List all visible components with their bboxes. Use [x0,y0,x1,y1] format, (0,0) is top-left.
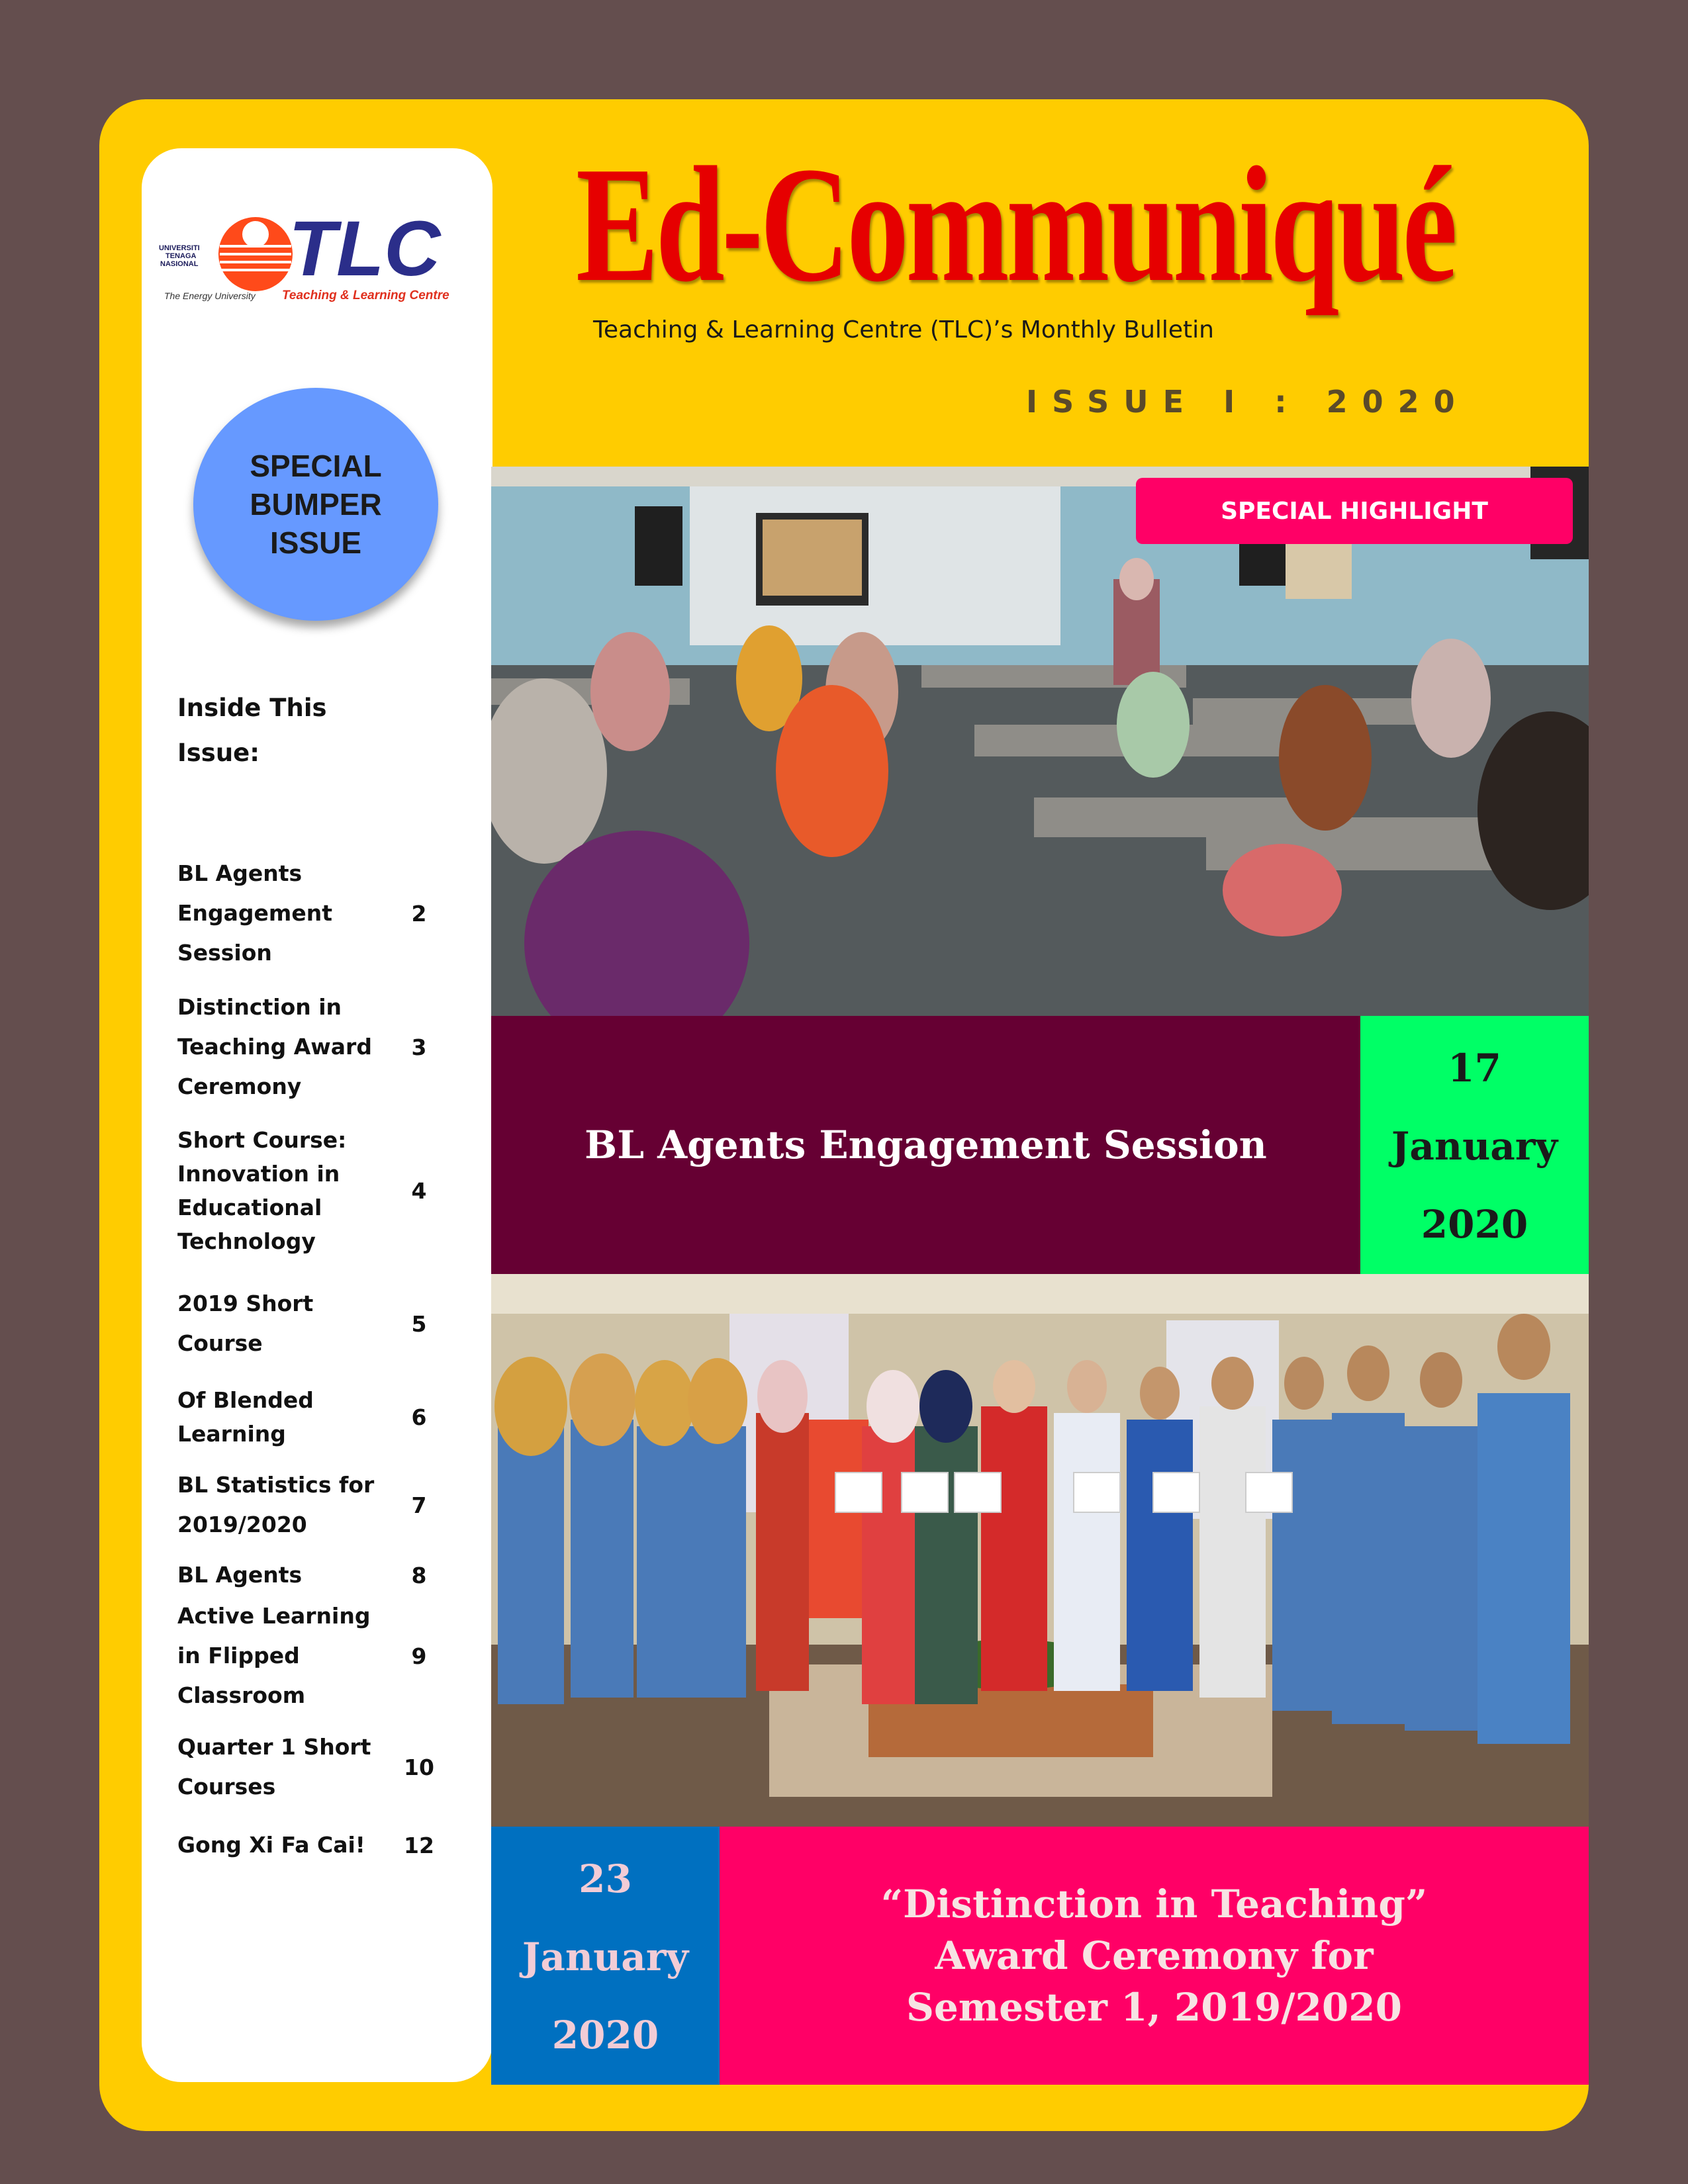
masthead-subtitle: Teaching & Learning Centre (TLC)’s Monthly Bulletin [593,316,1214,343]
toc-item-label: 2019 Short Course [177,1291,314,1356]
special-highlight-badge: SPECIAL HIGHLIGHT [1136,478,1573,544]
toc-item-label: Gong Xi Fa Cai! [177,1832,365,1858]
story2-banner [720,1827,1589,2085]
toc-item-label: BL Statistics for 2019/2020 [177,1472,375,1537]
bumper-label: SPECIAL BUMPER ISSUE [250,449,382,560]
toc-item-page: 12 [404,1832,434,1858]
toc-item-page: 3 [411,1034,427,1060]
story2-headline: “Distinction in Teaching” Award Ceremony for Semester 1, 2019/2020 [880,1882,1428,2030]
toc-item[interactable] [177,987,455,1107]
svg-text:UNIVERSITI: UNIVERSITI [159,244,200,252]
logo-text: TLC [289,208,441,293]
toc-item-page: 10 [404,1754,434,1780]
toc-item-label: BL Agents Engagement Session [177,860,332,966]
logo-university: The Energy University [164,291,256,301]
story1-year: 2020 [1421,1202,1528,1247]
toc-item-page: 7 [411,1492,427,1518]
toc-item-page: 8 [411,1562,427,1588]
story1-headline: BL Agents Engagement Session [585,1122,1267,1167]
issue-number: ISSUE I : 2020 [1026,384,1470,420]
cover-frame [99,99,1589,2131]
toc-item-label: BL Agents [177,1562,303,1588]
story2-year: 2020 [551,2013,659,2058]
toc-item[interactable] [177,1727,455,1807]
toc-item-page: 9 [411,1643,427,1669]
svg-text:NASIONAL: NASIONAL [160,260,199,268]
toc-item-label: Short Course: Innovation in Educational Technology [177,1127,347,1254]
story2-month: January [522,1934,689,1979]
toc-item-page: 2 [411,900,427,927]
toc-item[interactable] [177,1825,455,1865]
story1-month: January [1391,1124,1558,1169]
toc-item[interactable] [177,1596,455,1715]
toc-item-label: Of Blended Learning [177,1387,314,1447]
story1-date [1360,1016,1589,1274]
story1-banner [491,1016,1360,1274]
svg-text:TENAGA: TENAGA [165,252,197,260]
toc-item[interactable] [177,1284,455,1363]
toc-item-page: 5 [411,1310,427,1337]
story2-day: 23 [579,1856,632,1901]
toc-item-label: Distinction in Teaching Award Ceremony [177,994,372,1099]
toc-item-label: Active Learning in Flipped Classroom [177,1603,371,1708]
toc-item[interactable] [177,1465,455,1545]
logo-tagline: Teaching & Learning Centre [282,289,449,302]
sidebar [142,148,492,2082]
classroom-photo [491,467,1589,1016]
award-ceremony-photo [491,1274,1589,1827]
toc-title: Inside This Issue: [177,694,327,767]
special-bumper-issue-badge [193,388,438,621]
toc-item[interactable] [177,1123,455,1258]
tlc-logo [156,208,461,307]
toc-item[interactable] [177,1555,455,1595]
toc-item[interactable] [177,854,455,973]
story1-day: 17 [1448,1046,1501,1091]
toc-item-label: Quarter 1 Short Courses [177,1734,371,1799]
toc-item-page: 6 [411,1404,427,1430]
toc-item-page: 4 [411,1177,427,1204]
masthead-title: Ed-Communiqué [576,133,1455,316]
toc-item[interactable] [177,1383,455,1451]
story2-date [491,1827,720,2085]
